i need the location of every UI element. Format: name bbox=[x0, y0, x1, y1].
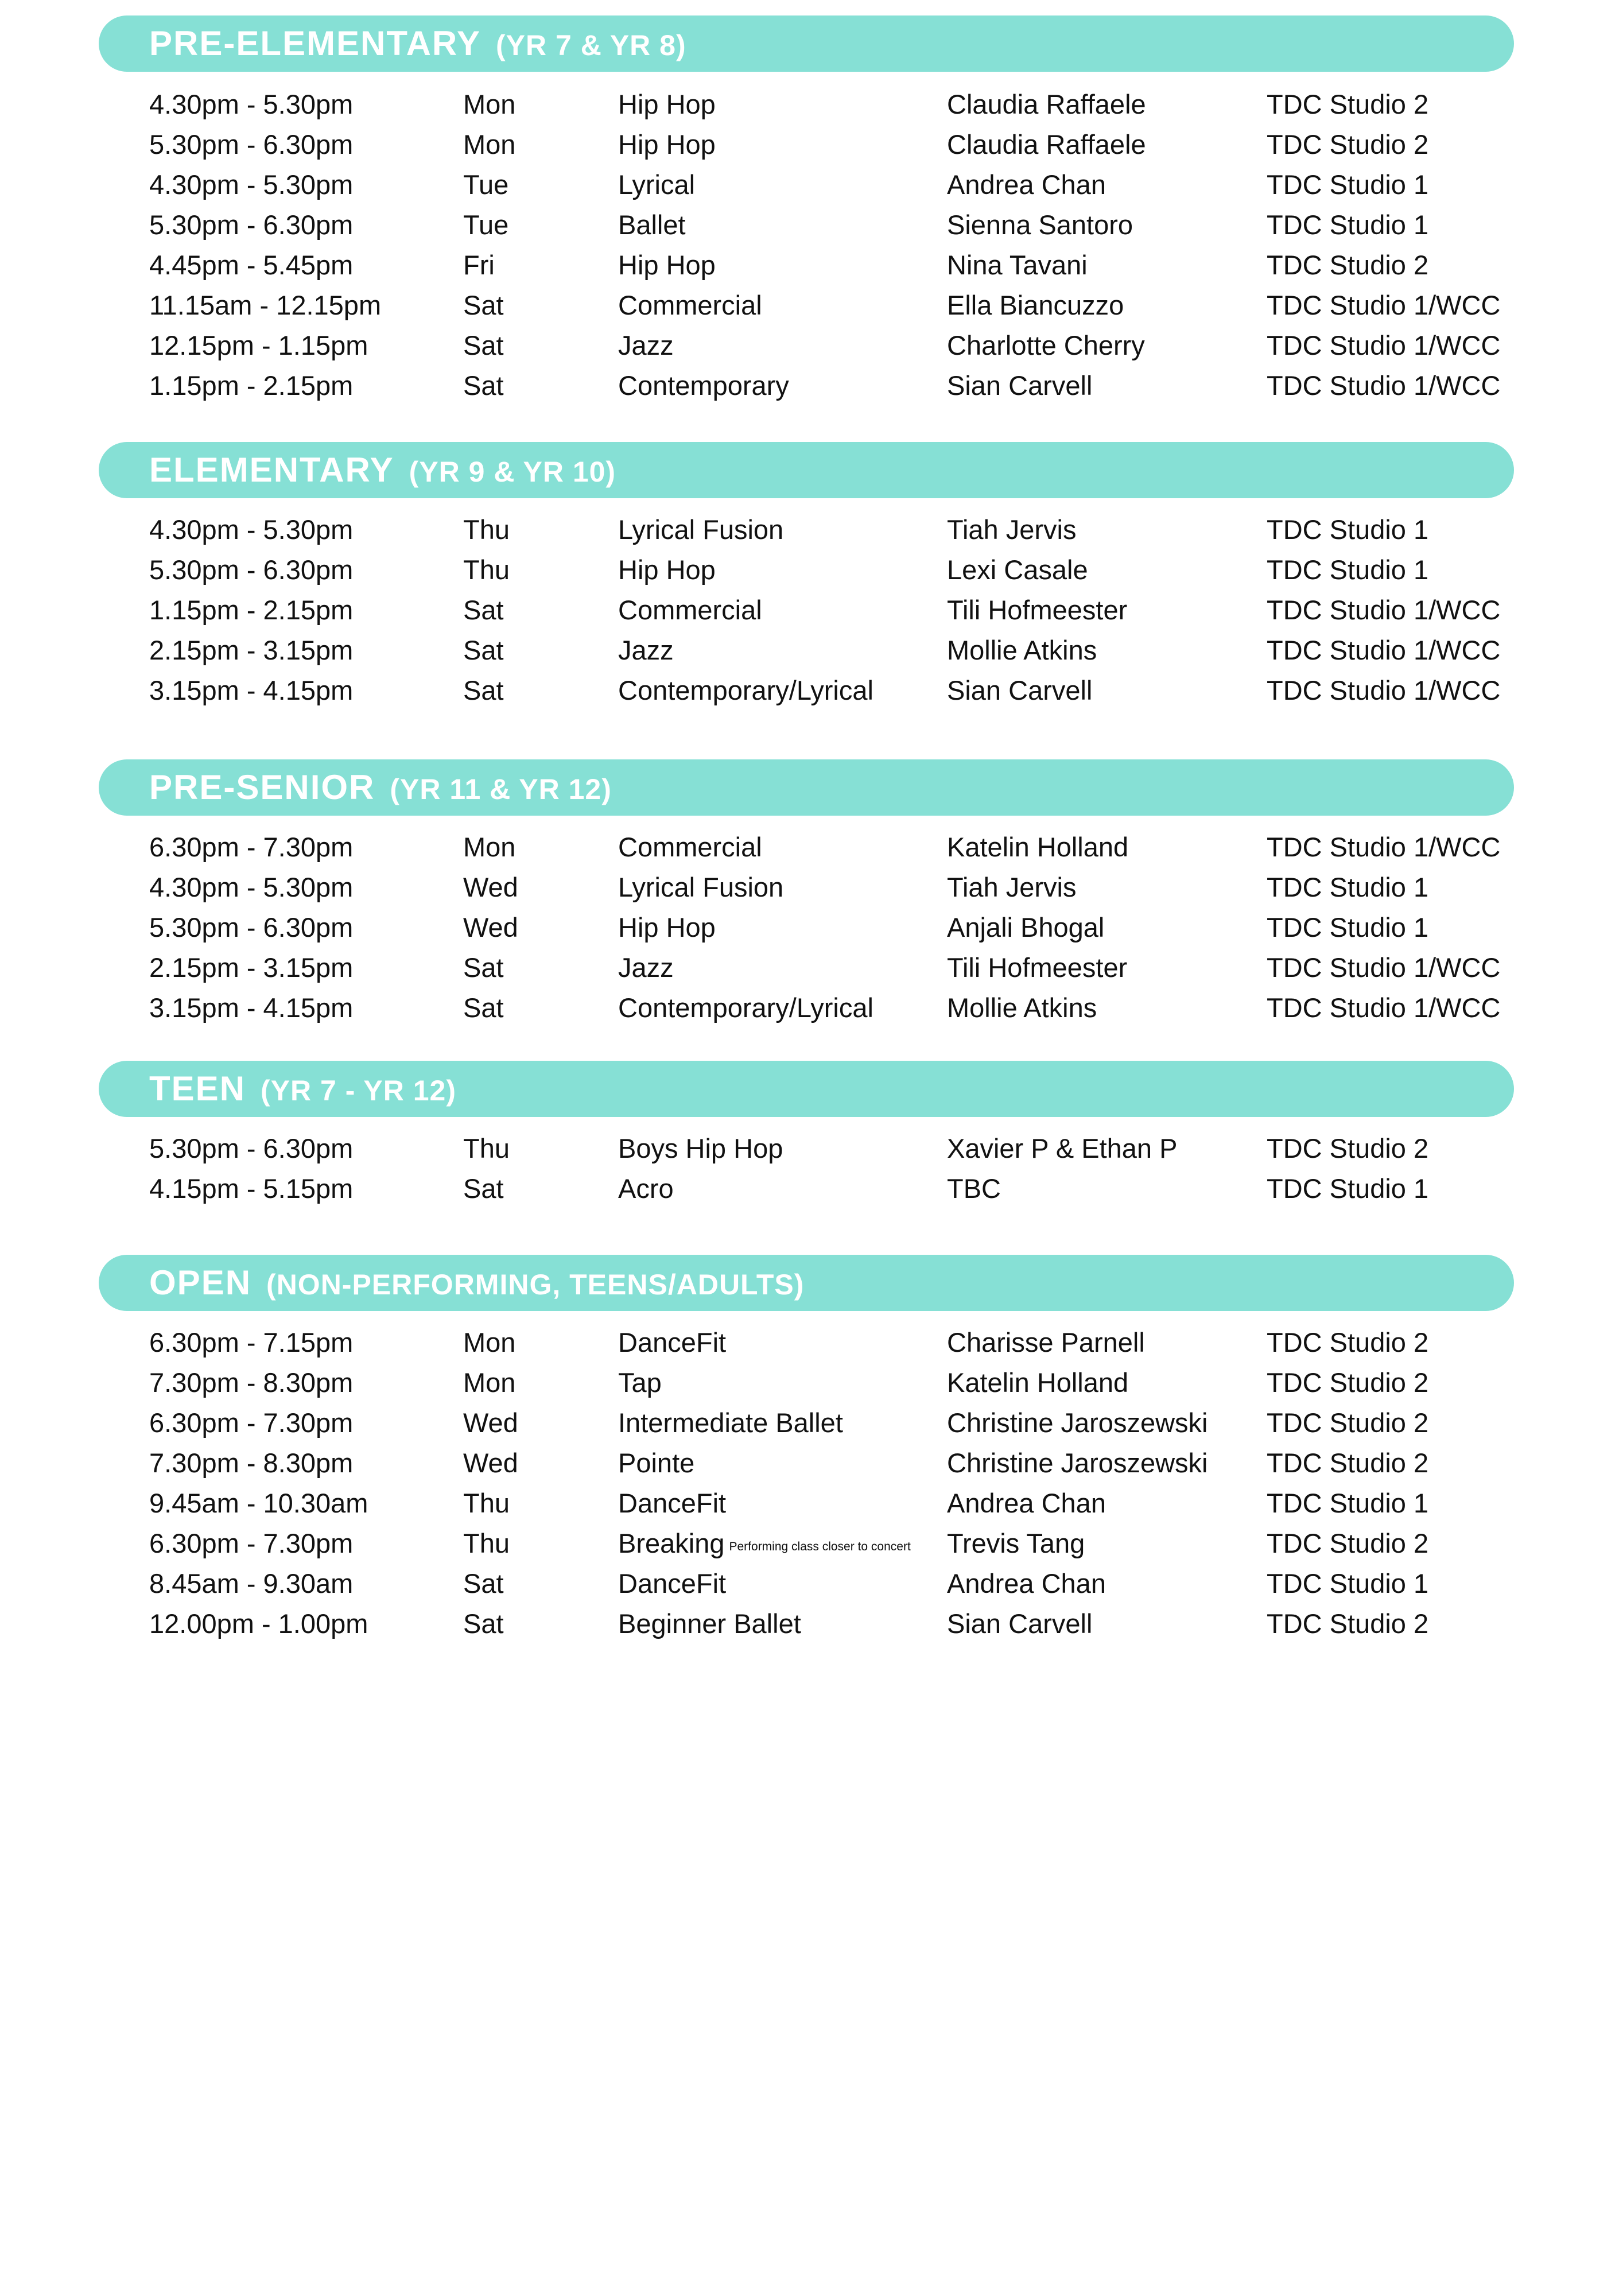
class-style: Commercial bbox=[618, 595, 762, 625]
class-teacher: Mollie Atkins bbox=[947, 635, 1097, 665]
section-title: OPEN (NON-PERFORMING, TEENS/ADULTS) bbox=[149, 1263, 805, 1302]
schedule-row bbox=[0, 1363, 1623, 1403]
class-teacher: Tili Hofmeester bbox=[947, 952, 1128, 983]
class-style: Lyrical bbox=[618, 169, 696, 200]
class-style: Beginner Ballet bbox=[618, 1608, 801, 1639]
class-day: Sat bbox=[463, 1173, 504, 1204]
class-style: Intermediate Ballet bbox=[618, 1407, 843, 1438]
class-style: Commercial bbox=[618, 290, 762, 320]
class-teacher: Tiah Jervis bbox=[947, 872, 1077, 902]
class-teacher: Christine Jaroszewski bbox=[947, 1407, 1208, 1438]
class-studio: TDC Studio 2 bbox=[1267, 1133, 1429, 1163]
class-teacher: Anjali Bhogal bbox=[947, 912, 1105, 943]
class-studio: TDC Studio 1 bbox=[1267, 1568, 1429, 1599]
class-style: DanceFit bbox=[618, 1327, 727, 1358]
class-style: Hip Hop bbox=[618, 912, 716, 943]
section-title: TEEN (YR 7 - YR 12) bbox=[149, 1069, 456, 1108]
schedule-row bbox=[0, 550, 1623, 590]
class-studio: TDC Studio 1/WCC bbox=[1267, 992, 1501, 1023]
class-teacher: Christine Jaroszewski bbox=[947, 1448, 1208, 1478]
class-teacher: Tili Hofmeester bbox=[947, 595, 1128, 625]
class-teacher: Sian Carvell bbox=[947, 370, 1093, 401]
schedule-row bbox=[0, 245, 1623, 285]
class-day: Mon bbox=[463, 1367, 516, 1398]
section-title: ELEMENTARY (YR 9 & YR 10) bbox=[149, 451, 616, 489]
schedule-row bbox=[0, 1604, 1623, 1644]
class-teacher: TBC bbox=[947, 1173, 1001, 1204]
class-teacher: Charlotte Cherry bbox=[947, 330, 1145, 360]
class-day: Sat bbox=[463, 635, 504, 665]
class-time: 4.15pm - 5.15pm bbox=[149, 1173, 354, 1204]
schedule-row bbox=[0, 867, 1623, 907]
class-day: Mon bbox=[463, 832, 516, 862]
class-style: Pointe bbox=[618, 1448, 695, 1478]
schedule-row bbox=[0, 907, 1623, 948]
class-time: 2.15pm - 3.15pm bbox=[149, 952, 354, 983]
class-studio: TDC Studio 1 bbox=[1267, 514, 1429, 545]
class-style: Jazz bbox=[618, 330, 674, 360]
schedule-row bbox=[0, 1523, 1623, 1564]
section-banner bbox=[99, 1255, 1514, 1311]
section-banner bbox=[99, 1061, 1514, 1117]
class-day: Mon bbox=[463, 89, 516, 119]
schedule-row bbox=[0, 125, 1623, 165]
section-subtitle: (NON-PERFORMING, TEENS/ADULTS) bbox=[266, 1269, 805, 1301]
class-teacher: Sienna Santoro bbox=[947, 210, 1133, 240]
class-studio: TDC Studio 2 bbox=[1267, 1448, 1429, 1478]
class-studio: TDC Studio 1/WCC bbox=[1267, 675, 1501, 705]
class-style: Contemporary/Lyrical bbox=[618, 992, 873, 1023]
section-banner bbox=[99, 759, 1514, 816]
class-time: 3.15pm - 4.15pm bbox=[149, 675, 354, 705]
class-teacher: Trevis Tang bbox=[947, 1528, 1085, 1558]
class-time: 4.45pm - 5.45pm bbox=[149, 250, 354, 280]
class-time: 4.30pm - 5.30pm bbox=[149, 872, 354, 902]
class-teacher: Sian Carvell bbox=[947, 1608, 1093, 1639]
class-style: Hip Hop bbox=[618, 89, 716, 119]
class-studio: TDC Studio 2 bbox=[1267, 1407, 1429, 1438]
class-studio: TDC Studio 1 bbox=[1267, 169, 1429, 200]
class-style: DanceFit bbox=[618, 1568, 727, 1599]
class-studio: TDC Studio 1/WCC bbox=[1267, 290, 1501, 320]
class-day: Sat bbox=[463, 370, 504, 401]
schedule-row bbox=[0, 1403, 1623, 1443]
class-teacher: Sian Carvell bbox=[947, 675, 1093, 705]
class-studio: TDC Studio 1/WCC bbox=[1267, 952, 1501, 983]
class-style: Hip Hop bbox=[618, 129, 716, 160]
class-studio: TDC Studio 2 bbox=[1267, 1367, 1429, 1398]
section-banner bbox=[99, 15, 1514, 72]
class-teacher: Ella Biancuzzo bbox=[947, 290, 1124, 320]
class-time: 5.30pm - 6.30pm bbox=[149, 1133, 354, 1163]
class-day: Thu bbox=[463, 514, 510, 545]
schedule-row bbox=[0, 84, 1623, 125]
class-day: Thu bbox=[463, 1133, 510, 1163]
section-title: PRE-SENIOR (YR 11 & YR 12) bbox=[149, 768, 612, 806]
class-time: 7.30pm - 8.30pm bbox=[149, 1367, 354, 1398]
class-studio: TDC Studio 2 bbox=[1267, 250, 1429, 280]
class-teacher: Katelin Holland bbox=[947, 832, 1129, 862]
class-day: Thu bbox=[463, 1528, 510, 1558]
class-studio: TDC Studio 2 bbox=[1267, 1327, 1429, 1358]
schedule-row bbox=[0, 205, 1623, 245]
class-day: Wed bbox=[463, 1407, 518, 1438]
class-style: Hip Hop bbox=[618, 250, 716, 280]
class-day: Thu bbox=[463, 1488, 510, 1518]
class-time: 8.45am - 9.30am bbox=[149, 1568, 354, 1599]
class-time: 7.30pm - 8.30pm bbox=[149, 1448, 354, 1478]
class-teacher: Andrea Chan bbox=[947, 169, 1106, 200]
class-studio: TDC Studio 1/WCC bbox=[1267, 370, 1501, 401]
class-day: Sat bbox=[463, 1568, 504, 1599]
class-teacher: Charisse Parnell bbox=[947, 1327, 1145, 1358]
schedule-row bbox=[0, 1322, 1623, 1363]
schedule-row bbox=[0, 285, 1623, 325]
class-time: 6.30pm - 7.15pm bbox=[149, 1327, 354, 1358]
class-day: Fri bbox=[463, 250, 495, 280]
class-teacher: Andrea Chan bbox=[947, 1568, 1106, 1599]
class-time: 5.30pm - 6.30pm bbox=[149, 210, 354, 240]
class-studio: TDC Studio 2 bbox=[1267, 1528, 1429, 1558]
schedule-row bbox=[0, 1128, 1623, 1169]
schedule-row bbox=[0, 670, 1623, 711]
section-subtitle: (YR 7 - YR 12) bbox=[261, 1075, 456, 1107]
class-style: Lyrical Fusion bbox=[618, 872, 784, 902]
class-studio: TDC Studio 2 bbox=[1267, 129, 1429, 160]
class-time: 12.15pm - 1.15pm bbox=[149, 330, 368, 360]
class-style: Jazz bbox=[618, 635, 674, 665]
class-studio: TDC Studio 1 bbox=[1267, 210, 1429, 240]
class-time: 9.45am - 10.30am bbox=[149, 1488, 368, 1518]
class-teacher: Xavier P & Ethan P bbox=[947, 1133, 1178, 1163]
schedule-row bbox=[0, 1564, 1623, 1604]
class-time: 12.00pm - 1.00pm bbox=[149, 1608, 368, 1639]
class-teacher: Lexi Casale bbox=[947, 554, 1088, 585]
class-studio: TDC Studio 1/WCC bbox=[1267, 330, 1501, 360]
class-day: Sat bbox=[463, 992, 504, 1023]
class-time: 6.30pm - 7.30pm bbox=[149, 1528, 354, 1558]
section-title: PRE-ELEMENTARY (YR 7 & YR 8) bbox=[149, 24, 686, 63]
class-time: 4.30pm - 5.30pm bbox=[149, 89, 354, 119]
class-studio: TDC Studio 1 bbox=[1267, 554, 1429, 585]
class-day: Sat bbox=[463, 330, 504, 360]
class-teacher: Andrea Chan bbox=[947, 1488, 1106, 1518]
schedule-row bbox=[0, 1483, 1623, 1523]
class-time: 4.30pm - 5.30pm bbox=[149, 169, 354, 200]
class-day: Wed bbox=[463, 872, 518, 902]
class-time: 5.30pm - 6.30pm bbox=[149, 554, 354, 585]
class-style: Contemporary bbox=[618, 370, 789, 401]
class-style: Hip Hop bbox=[618, 554, 716, 585]
class-day: Tue bbox=[463, 210, 509, 240]
class-teacher: Nina Tavani bbox=[947, 250, 1088, 280]
class-time: 6.30pm - 7.30pm bbox=[149, 832, 354, 862]
class-day: Thu bbox=[463, 554, 510, 585]
class-teacher: Katelin Holland bbox=[947, 1367, 1129, 1398]
class-style: DanceFit bbox=[618, 1488, 727, 1518]
class-time: 2.15pm - 3.15pm bbox=[149, 635, 354, 665]
class-style bbox=[618, 1523, 911, 1567]
class-day: Mon bbox=[463, 1327, 516, 1358]
class-studio: TDC Studio 1 bbox=[1267, 912, 1429, 943]
class-day: Wed bbox=[463, 912, 518, 943]
class-day: Sat bbox=[463, 1608, 504, 1639]
schedule-row bbox=[0, 1169, 1623, 1209]
class-day: Mon bbox=[463, 129, 516, 160]
schedule-row bbox=[0, 325, 1623, 366]
class-style: Contemporary/Lyrical bbox=[618, 675, 873, 705]
class-time: 1.15pm - 2.15pm bbox=[149, 370, 354, 401]
class-time: 11.15am - 12.15pm bbox=[149, 290, 382, 320]
schedule-row bbox=[0, 1443, 1623, 1483]
class-studio: TDC Studio 1/WCC bbox=[1267, 635, 1501, 665]
class-studio: TDC Studio 1 bbox=[1267, 1488, 1429, 1518]
class-day: Sat bbox=[463, 952, 504, 983]
class-studio: TDC Studio 1 bbox=[1267, 1173, 1429, 1204]
class-time: 5.30pm - 6.30pm bbox=[149, 129, 354, 160]
schedule-row bbox=[0, 827, 1623, 867]
schedule-row bbox=[0, 165, 1623, 205]
class-time: 6.30pm - 7.30pm bbox=[149, 1407, 354, 1438]
class-style: Tap bbox=[618, 1367, 662, 1398]
class-time: 4.30pm - 5.30pm bbox=[149, 514, 354, 545]
class-studio: TDC Studio 1/WCC bbox=[1267, 595, 1501, 625]
class-day: Sat bbox=[463, 595, 504, 625]
section-subtitle: (YR 9 & YR 10) bbox=[409, 456, 616, 488]
class-style: Acro bbox=[618, 1173, 674, 1204]
schedule-row bbox=[0, 948, 1623, 988]
class-style: Ballet bbox=[618, 210, 686, 240]
class-style: Lyrical Fusion bbox=[618, 514, 784, 545]
class-style: Commercial bbox=[618, 832, 762, 862]
class-time: 5.30pm - 6.30pm bbox=[149, 912, 354, 943]
section-subtitle: (YR 7 & YR 8) bbox=[496, 29, 686, 61]
class-style-name: Breaking bbox=[618, 1528, 725, 1558]
class-note: Performing class closer to concert bbox=[729, 1540, 911, 1553]
class-time: 1.15pm - 2.15pm bbox=[149, 595, 354, 625]
class-studio: TDC Studio 1 bbox=[1267, 872, 1429, 902]
class-studio: TDC Studio 2 bbox=[1267, 89, 1429, 119]
schedule-row bbox=[0, 590, 1623, 630]
class-teacher: Claudia Raffaele bbox=[947, 89, 1146, 119]
section-subtitle: (YR 11 & YR 12) bbox=[390, 773, 612, 805]
class-style: Jazz bbox=[618, 952, 674, 983]
class-day: Wed bbox=[463, 1448, 518, 1478]
section-banner bbox=[99, 442, 1514, 498]
schedule-row bbox=[0, 510, 1623, 550]
class-time: 3.15pm - 4.15pm bbox=[149, 992, 354, 1023]
schedule-row bbox=[0, 366, 1623, 406]
schedule-row bbox=[0, 630, 1623, 670]
class-teacher: Mollie Atkins bbox=[947, 992, 1097, 1023]
class-teacher: Claudia Raffaele bbox=[947, 129, 1146, 160]
class-day: Tue bbox=[463, 169, 509, 200]
class-studio: TDC Studio 1/WCC bbox=[1267, 832, 1501, 862]
class-teacher: Tiah Jervis bbox=[947, 514, 1077, 545]
class-day: Sat bbox=[463, 290, 504, 320]
class-day: Sat bbox=[463, 675, 504, 705]
schedule-row bbox=[0, 988, 1623, 1028]
class-studio: TDC Studio 2 bbox=[1267, 1608, 1429, 1639]
class-style: Boys Hip Hop bbox=[618, 1133, 783, 1163]
